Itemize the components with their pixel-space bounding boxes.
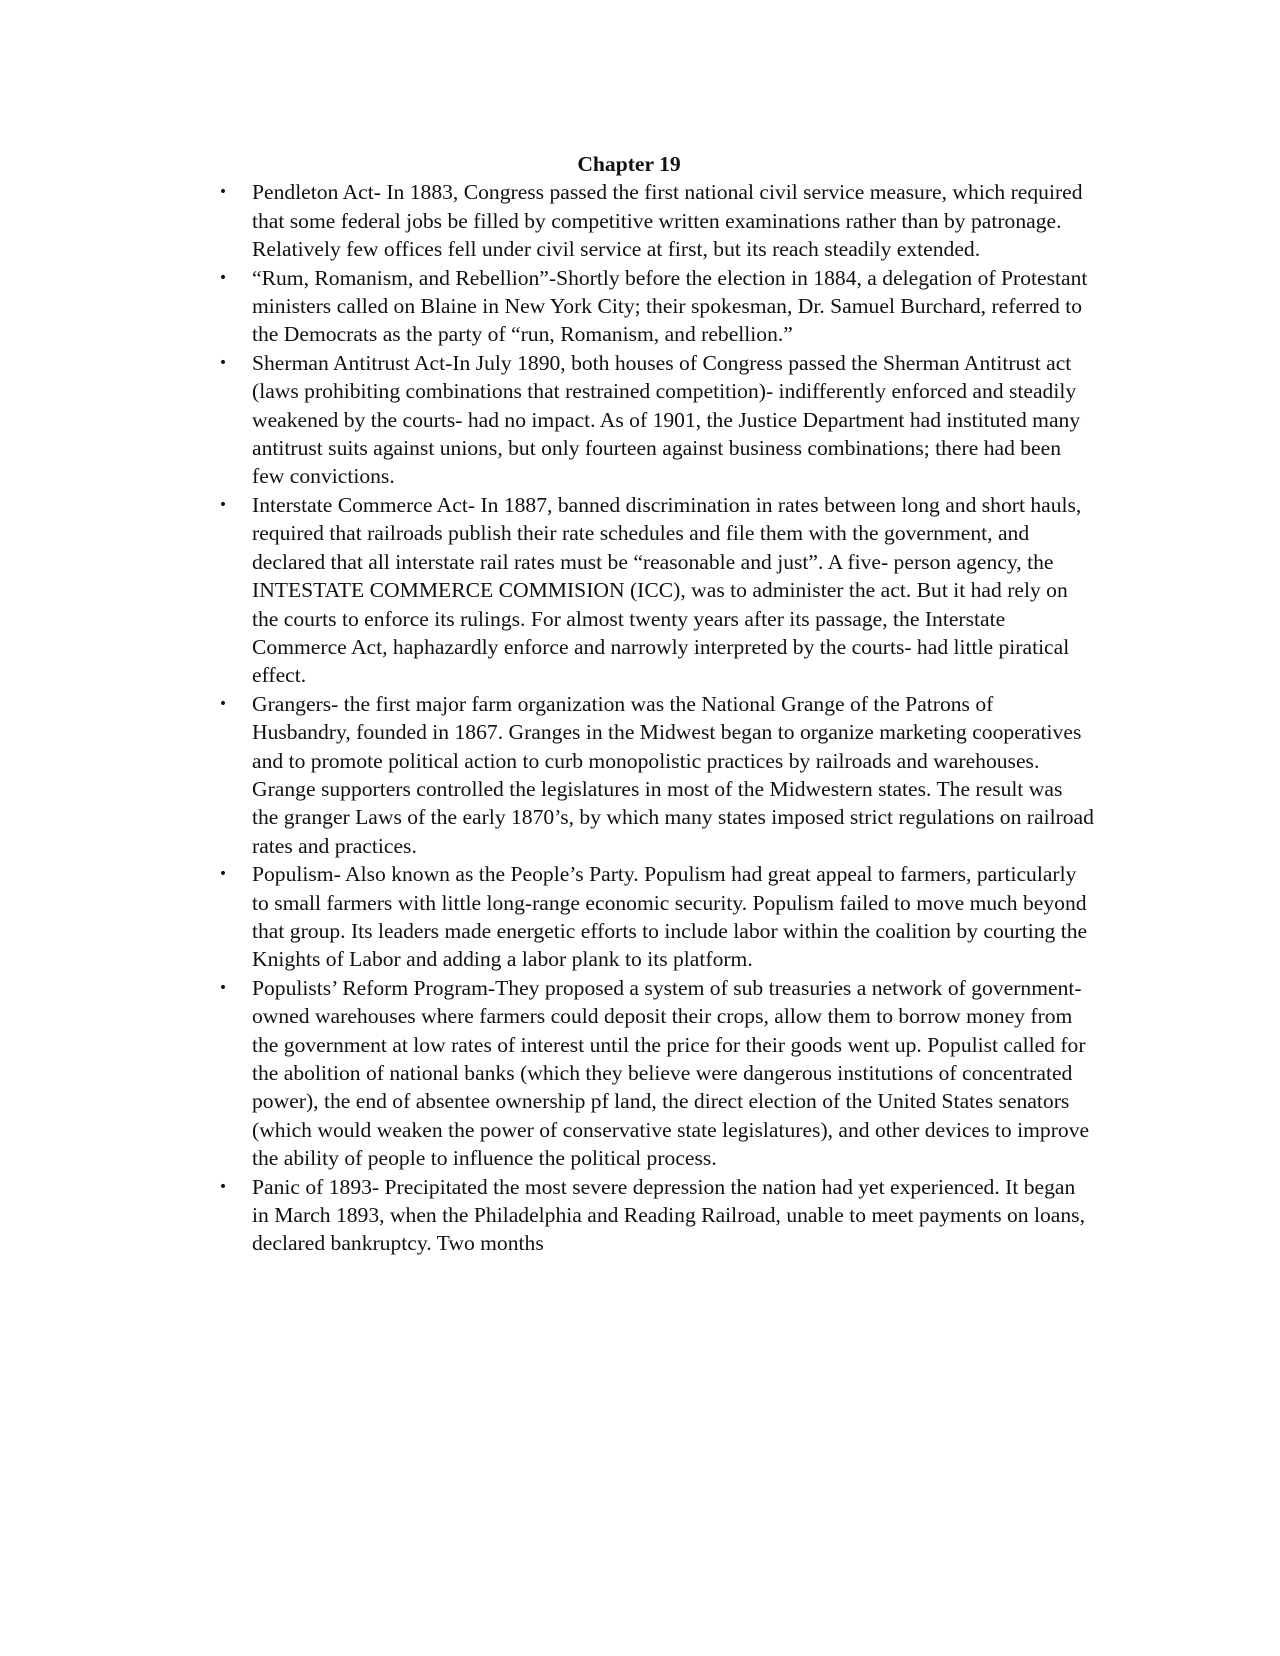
list-item	[214, 264, 1094, 349]
list-item	[214, 1173, 1094, 1258]
list-item-text: “Rum, Romanism, and Rebellion”-Shortly before the election in 1884, a delegation of Protestant ministers called on Blaine in New York City; their spokesman, Dr. Samuel Burchard, referred to the Democrats as the party of “run, Romanism, and rebellion.”	[252, 265, 1088, 347]
bullet-icon: •	[218, 695, 228, 712]
list-item	[214, 690, 1094, 860]
list-item-text: Populists’ Reform Program-They proposed a system of sub treasuries a network of government-owned warehouses where farmers could deposit their crops, allow them to borrow money from the government at low rates of interest until the price for their goods went up. Populist called for the abolition of national banks (which they believe were dangerous institutions of concentrated power), the end of absentee ownership pf land, the direct election of the United States senators (which would weaken the power of conservative state legislatures), and other devices to improve the ability of people to influence the political process.	[252, 975, 1090, 1171]
list-item-text: Interstate Commerce Act- In 1887, banned discrimination in rates between long and short hauls, required that railroads publish their rate schedules and file them with the government, and declared that all interstate rail rates must be “reasonable and just”. A five- person agency, the INTESTATE COMMERCE COMMISION (ICC), was to administer the act. But it had rely on the courts to enforce its rulings. For almost twenty years after its passage, the Interstate Commerce Act, haphazardly enforce and narrowly interpreted by the courts- had little piratical effect.	[252, 492, 1082, 688]
list-item	[214, 491, 1094, 690]
list-item	[214, 860, 1094, 974]
document-body	[214, 150, 1094, 1258]
list-item	[214, 178, 1094, 263]
list-item	[214, 974, 1094, 1173]
list-item-text: Populism- Also known as the People’s Party. Populism had great appeal to farmers, particularly to small farmers with little long-range economic security. Populism failed to move much beyond that group. Its leaders made energetic efforts to include labor within the coalition by courting the Knights of Labor and adding a labor plank to its platform.	[252, 862, 1088, 972]
chapter-title: Chapter 19	[577, 152, 681, 176]
bullet-icon: •	[218, 866, 228, 883]
bullet-icon: •	[218, 979, 228, 996]
bullet-icon: •	[218, 496, 228, 513]
bullet-icon: •	[218, 354, 228, 371]
bullet-list	[214, 178, 1094, 1257]
bullet-icon: •	[218, 184, 228, 201]
list-item-text: Grangers- the first major farm organization was the National Grange of the Patrons of Husbandry, founded in 1867. Granges in the Midwest began to organize marketing cooperatives and to promote political action to curb monopolistic practices by railroads and warehouses. Grange supporters controlled the legislatures in most of the Midwestern states. The result was the granger Laws of the early 1870’s, by which many states imposed strict regulations on railroad rates and practices.	[252, 691, 1094, 858]
list-item	[214, 349, 1094, 491]
list-item-text: Pendleton Act- In 1883, Congress passed the first national civil service measure, which required that some federal jobs be filled by competitive written examinations rather than by patronage. Relatively few offices fell under civil service at first, but its reach steadily extended.	[252, 180, 1083, 262]
list-item-text: Panic of 1893- Precipitated the most severe depression the nation had yet experienced. It began in March 1893, when the Philadelphia and Reading Railroad, unable to meet payments on loans, declared bankruptcy. Two months	[252, 1174, 1085, 1256]
list-item-text: Sherman Antitrust Act-In July 1890, both houses of Congress passed the Sherman Antitrust act (laws prohibiting combinations that restrained competition)- indifferently enforced and steadily weakened by the courts- had no impact. As of 1901, the Justice Department had instituted many antitrust suits against unions, but only fourteen against business combinations; there had been few convictions.	[252, 350, 1081, 489]
bullet-icon: •	[218, 269, 228, 286]
bullet-icon: •	[218, 1178, 228, 1195]
